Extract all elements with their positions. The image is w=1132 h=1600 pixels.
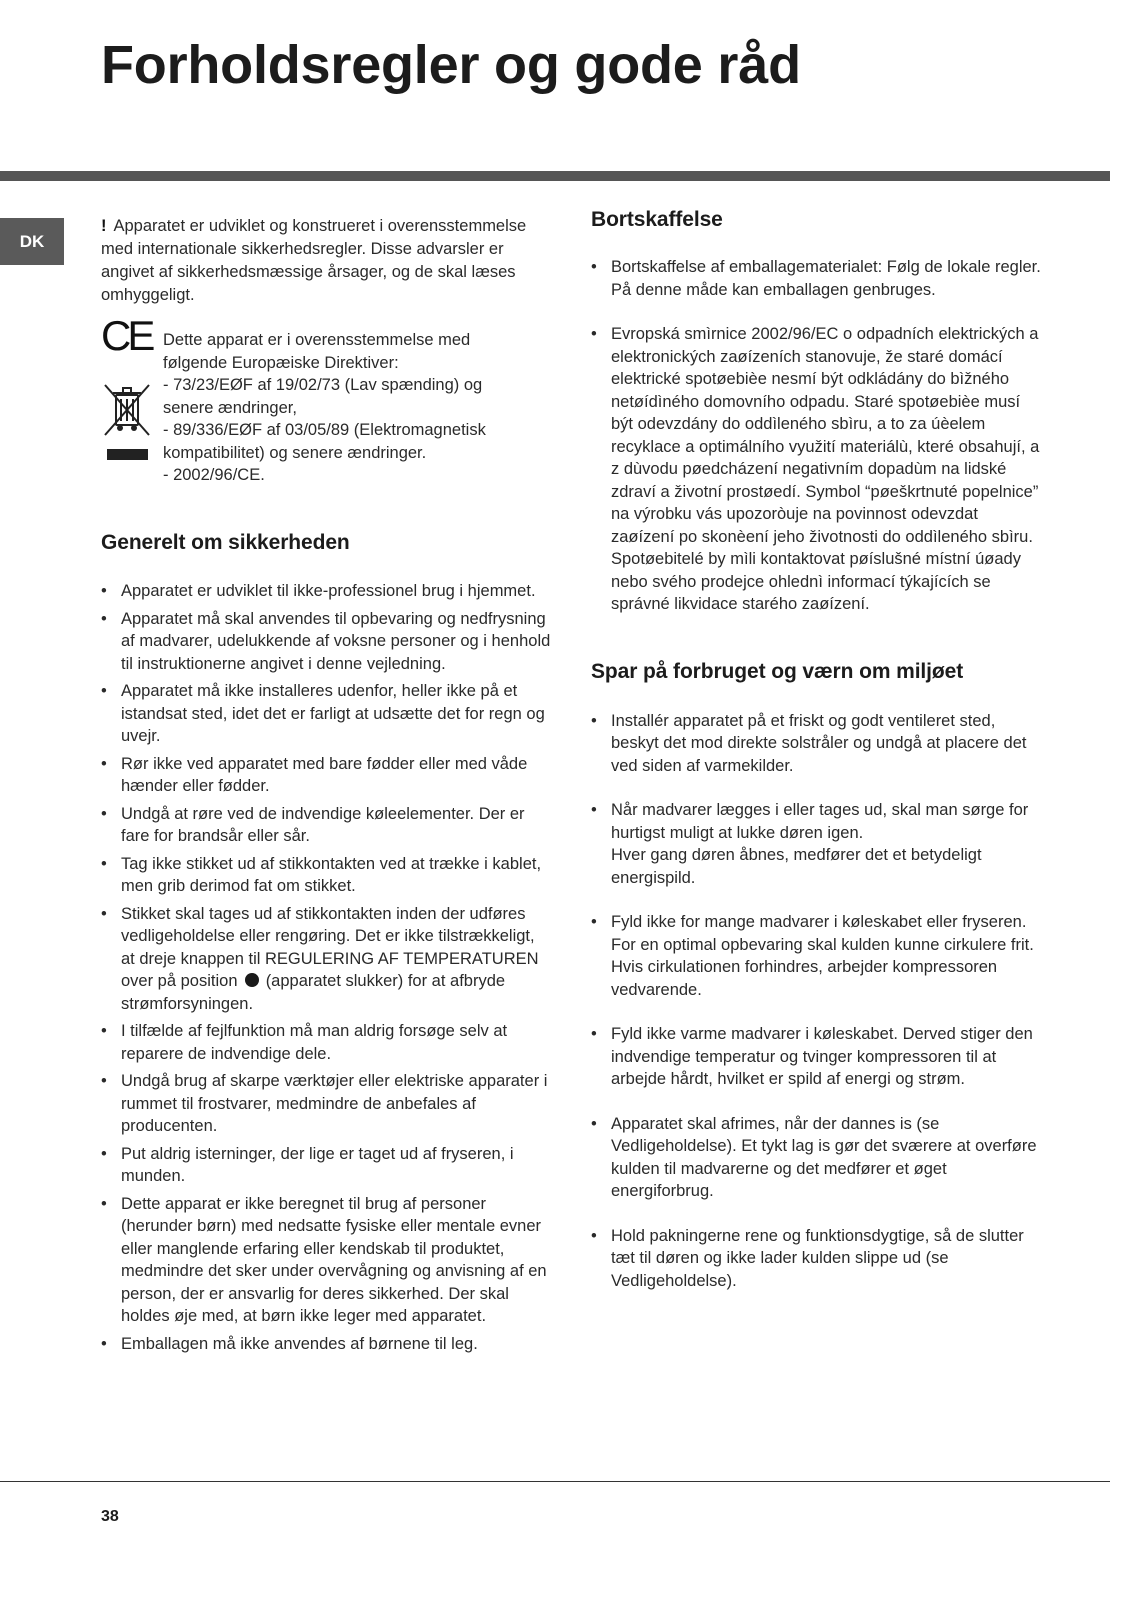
disposal-heading: Bortskaffelse bbox=[591, 208, 723, 231]
list-item bbox=[591, 323, 1041, 616]
list-item: • Installér apparatet på et friskt og godt ventileret sted, beskyt det mod direkte solstråler og undgå at placere det ved siden af varmekilder. bbox=[591, 710, 1041, 778]
directive-line: senere ændringer, bbox=[163, 398, 297, 417]
list-item: • I tilfælde af fejlfunktion må man aldrig forsøge selv at reparere de indvendige dele. bbox=[101, 1020, 551, 1065]
weee-underline-bar bbox=[107, 449, 148, 460]
directive-line: - 2002/96/CE. bbox=[163, 466, 265, 484]
warning-marker: ! bbox=[101, 217, 107, 235]
list-item: • Apparatet må skal anvendes til opbevaring og nedfrysning af madvarer, udelukkende af voksne personer og i henhold til instruktionerne angivet i denne vejledning. bbox=[101, 608, 551, 676]
right-column bbox=[591, 208, 1041, 1314]
list-item: • Apparatet må ikke installeres udenfor, heller ikke på et istandsat sted, idet det er farligt at udsætte det for regn og uvejr. bbox=[101, 680, 551, 748]
list-item bbox=[101, 903, 551, 1016]
savings-heading: Spar på forbruget og værn om miljøet bbox=[591, 659, 964, 683]
list-item: • Hold pakningerne rene og funktionsdygtige, så de slutter tæt til døren og ikke lader kulden slippe ud (se Vedligeholdelse). bbox=[591, 1225, 1041, 1293]
crossed-out-wheelie-bin-icon bbox=[103, 383, 151, 437]
list-item bbox=[591, 799, 1041, 889]
directive-line: - 89/336/EØF af 03/05/89 (Elektromagnetisk bbox=[163, 421, 486, 439]
directive-line: Dette apparat er i overensstemmelse med bbox=[163, 331, 471, 349]
general-safety-heading: Generelt om sikkerheden bbox=[101, 531, 350, 554]
savings-list bbox=[591, 710, 1041, 1293]
directive-block bbox=[101, 307, 551, 489]
list-item-text-suffix: (apparatet slukker) for at afbryde strømforsyningen. bbox=[121, 972, 506, 1013]
directive-line: kompatibilitet) og senere ændringer. bbox=[163, 443, 427, 462]
disposal-list bbox=[591, 256, 1041, 616]
filled-circle-icon bbox=[245, 973, 259, 987]
list-item-text: Når madvarer lægges i eller tages ud, skal man sørge for hurtigst muligt at lukke døren igen. bbox=[611, 801, 1029, 842]
list-item: • Rør ikke ved apparatet med bare fødder eller med våde hænder eller fødder. bbox=[101, 753, 551, 798]
language-tab: DK bbox=[0, 218, 64, 265]
page-title: Forholdsregler og gode råd bbox=[101, 35, 801, 95]
list-item-text-extra: Hver gang døren åbnes, medfører det et betydeligt energispild. bbox=[611, 846, 982, 887]
list-item: • Emballagen må ikke anvendes af børnene til leg. bbox=[101, 1333, 551, 1356]
ce-mark-icon bbox=[101, 315, 157, 355]
intro-text: Apparatet er udviklet og konstrueret i overensstemmelse med internationale sikkerhedsregler. Disse advarsler er angivet af sikkerhedsmæssige årsager, og de skal læses omhyggeligt. bbox=[101, 217, 527, 304]
list-item: • Undgå at røre ved de indvendige køleelementer. Der er fare for brandsår eller sår. bbox=[101, 803, 551, 848]
bottom-divider bbox=[0, 1481, 1110, 1482]
list-item: • Apparatet er udviklet til ikke-professionel brug i hjemmet. bbox=[101, 580, 551, 603]
intro-paragraph bbox=[101, 215, 551, 307]
list-item: • Bortskaffelse af emballagematerialet: Følg de lokale regler. På denne måde kan emballagen genbruges. bbox=[591, 256, 1041, 301]
directive-line: - 73/23/EØF af 19/02/73 (Lav spænding) og bbox=[163, 376, 483, 394]
list-item: • Fyld ikke varme madvarer i køleskabet. Derved stiger den indvendige temperatur og tvinger kompressoren til at arbejde hårdt, hvilket er spild af energi og strøm. bbox=[591, 1023, 1041, 1091]
page-number: 38 bbox=[101, 1508, 119, 1525]
list-item: • Apparatet skal afrimes, når der dannes is (se Vedligeholdelse). Et tykt lag is gør det sværere at overføre kulden til madvarerne og det medfører et øget energiforbrug. bbox=[591, 1113, 1041, 1203]
list-item: • Dette apparat er ikke beregnet til brug af personer (herunder børn) med nedsatte fysiske eller mentale evner eller manglende erfaring eller kendskab til produktet, medmindre det sker under overvågning og anvisning af en person, der er ansvarlig for deres sikkerhed. Der skal holdes øje med, at børn ikke leger med apparatet. bbox=[101, 1193, 551, 1328]
general-safety-list bbox=[101, 580, 551, 1355]
list-item: • Undgå brug af skarpe værktøjer eller elektriske apparater i rummet til frostvarer, medmindre de anbefales af producenten. bbox=[101, 1070, 551, 1138]
list-item-text: Stikket skal tages ud af stikkontakten inden der udføres vedligeholdelse eller rengøring. Det er ikke tilstrækkeligt, at dreje knappen til REGULERING AF TEMPERATUREN over på position bbox=[121, 904, 539, 990]
directive-text bbox=[163, 307, 551, 487]
list-item-text: Evropská smìrnice 2002/96/EC o odpadních elektrických a elektronických zaøízeních stanovuje, že staré domácí elektrické spotøebièe nesmí být odkládány do bìžného netøídìného domovního odpadu. Staré spotøebièe musí být odevzdány do oddìleného sbìru, a to za úèelem recyklace a optimálního využití materiálù, které obsahují, a z dùvodu pøedcházení negativním dopadùm na lidské zdraví a životní prostøedí. Symbol “pøeškrtnuté popelnice” na výrobku vás upozoròuje na povinnost odevzdat zaøízení po skonèení jeho životnosti do oddìleného sbìru. bbox=[611, 325, 1040, 546]
ce-label: CE bbox=[101, 315, 152, 355]
list-item: • Tag ikke stikket ud af stikkontakten ved at trække i kablet, men grib derimod fat om stikket. bbox=[101, 853, 551, 898]
top-divider bbox=[0, 171, 1110, 181]
list-item: • Put aldrig isterninger, der lige er taget ud af fryseren, i munden. bbox=[101, 1143, 551, 1188]
directive-line: følgende Europæiske Direktiver: bbox=[163, 353, 399, 372]
left-column bbox=[101, 215, 551, 1360]
list-item: • Fyld ikke for mange madvarer i køleskabet eller fryseren. For en optimal opbevaring skal kulden kunne cirkulere frit. Hvis cirkulationen forhindres, arbejder kompressoren vedvarende. bbox=[591, 911, 1041, 1001]
list-item-text-extra: Spotøebitelé by mìli kontaktovat pøíslušné místní úøady nebo svého prodejce ohlednì informací týkajících se správné likvidace starého zaøízení. bbox=[611, 550, 1021, 613]
